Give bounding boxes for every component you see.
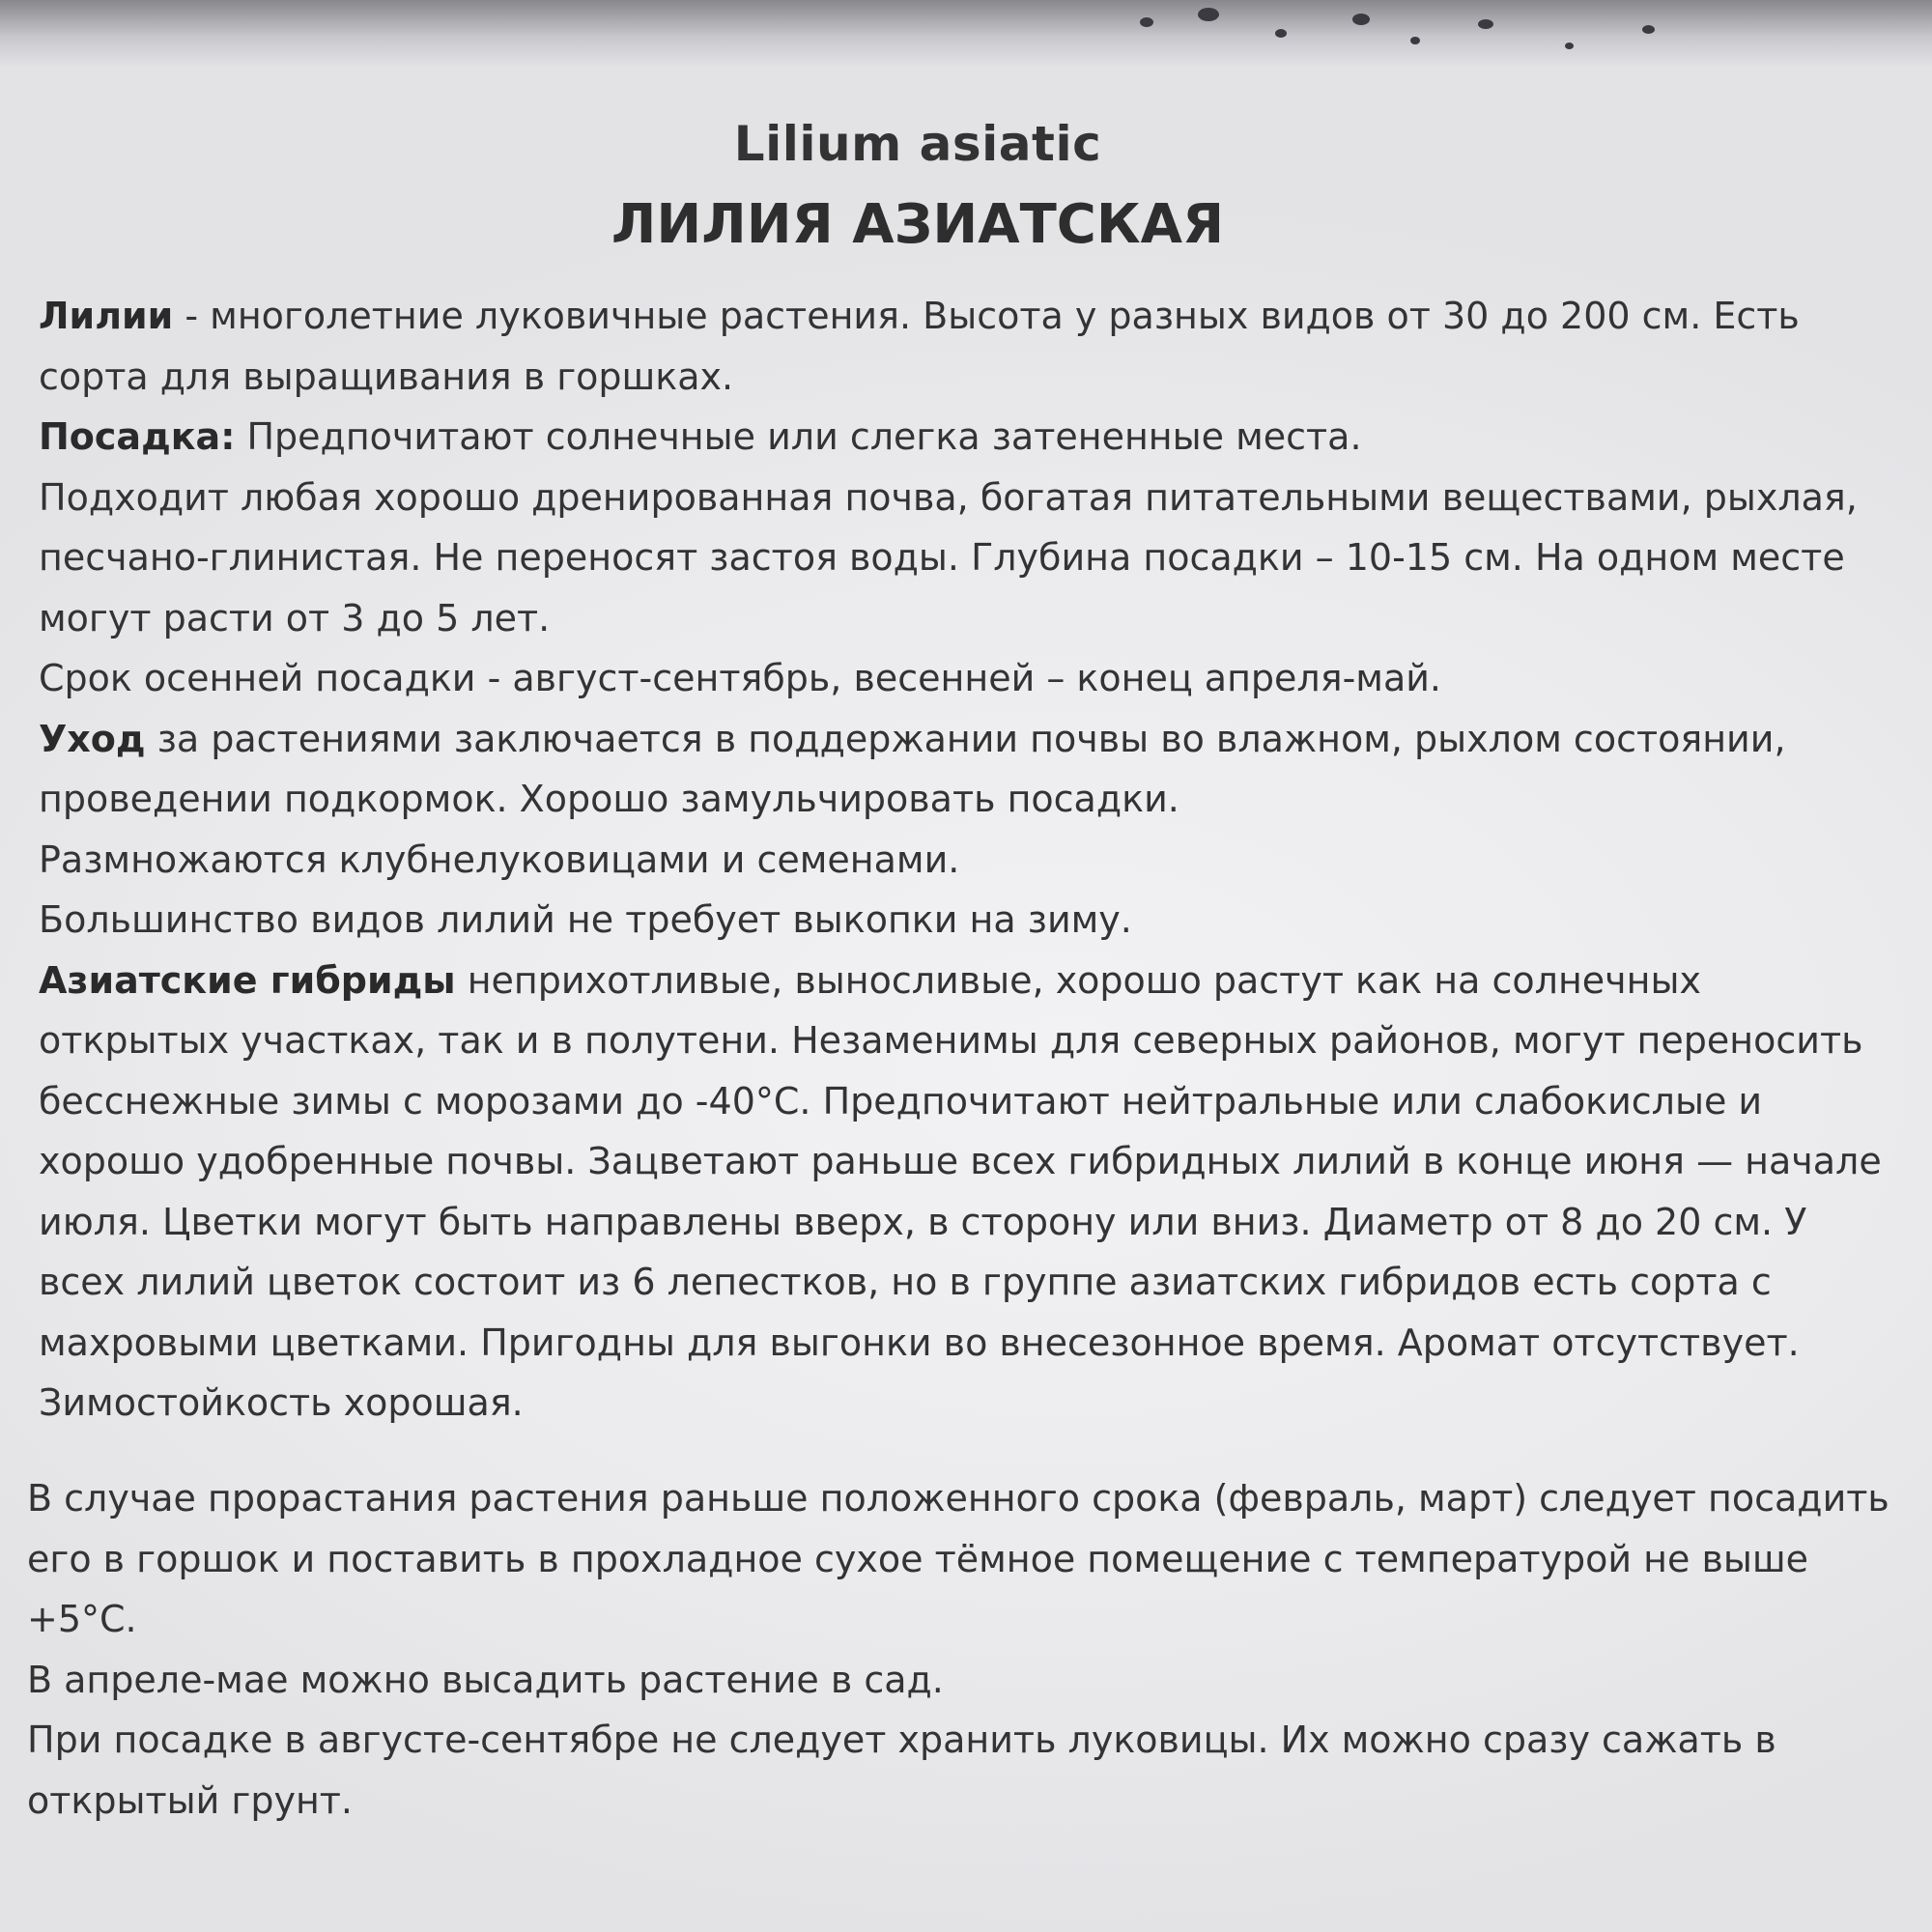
paragraph-text: Подходит любая хорошо дренированная почва, богатая питательными веществами, рыхлая, песчано-глинистая. Не переносят застоя воды. Глубина посадки – 10-15 см. На одном месте могут расти от 3 до 5 лет.: [39, 475, 1858, 639]
soil-speck: [1565, 43, 1574, 49]
paragraph: [39, 468, 1893, 649]
title-latin: Lilium asiatic: [733, 116, 1102, 172]
paragraph-bold: Лилии: [39, 295, 174, 337]
soil-strip: [0, 0, 1932, 68]
paragraph-text: Размножаются клубнелуковицами и семенами.: [39, 838, 960, 881]
description-block: [39, 286, 1893, 1434]
paragraph-bold: Посадка:: [39, 415, 236, 458]
soil-speck: [1642, 25, 1655, 34]
paragraph: [39, 709, 1893, 830]
paragraph-bold: Азиатские гибриды: [39, 958, 456, 1002]
soil-speck: [1410, 37, 1420, 44]
soil-speck: [1352, 14, 1370, 25]
paragraph-text: Большинство видов лилий не требует выкопки на зиму.: [39, 898, 1132, 941]
paragraph-text: - многолетние луковичные растения. Высота у разных видов от 30 до 200 см. Есть сорта для выращивания в горшках.: [39, 295, 1800, 398]
notes-block: [27, 1468, 1891, 1831]
paragraph: [39, 1373, 1893, 1434]
paragraph-bold: Уход: [39, 717, 146, 760]
paragraph-text: за растениями заключается в поддержании почвы во влажном, рыхлом состоянии, проведении подкормок. Хорошо замульчировать посадки.: [39, 717, 1786, 820]
paragraph: [39, 830, 1893, 891]
paragraph-text: неприхотливые, выносливые, хорошо растут как на солнечных открытых участках, так и в полутени. Незаменимы для северных районов, могут переносить бесснежные зимы с морозами до -40°С. Предпочитают нейтральные или слабокислые и хорошо удобренные почвы. Зацветают раньше всех гибридных лилий в конце июня — начале июля. Цветки могут быть направлены вверх, в сторону или вниз. Диаметр от 8 до 20 см. У всех лилий цветок состоит из 6 лепестков, но в группе азиатских гибридов есть сорта с махровыми цветками. Пригодны для выгонки во внесезонное время. Аромат отсутствует.: [39, 958, 1882, 1364]
title-russian: ЛИЛИЯ АЗИАТСКАЯ: [611, 193, 1225, 256]
soil-speck: [1140, 17, 1153, 27]
note: В случае прорастания растения раньше положенного срока (февраль, март) следует посадить его в горшок и поставить в прохладное сухое тёмное помещение с температурой не выше +5°С.: [27, 1477, 1889, 1640]
paragraph: [39, 890, 1893, 951]
soil-speck: [1275, 29, 1287, 38]
soil-speck: [1478, 19, 1493, 29]
note: При посадке в августе-сентябре не следует хранить луковицы. Их можно сразу сажать в открытый грунт.: [27, 1719, 1776, 1822]
paragraph: [39, 648, 1893, 709]
paragraph: [39, 407, 1893, 468]
paragraph: [39, 286, 1893, 407]
paragraph-text: Срок осенней посадки - август-сентябрь, весенней – конец апреля-май.: [39, 657, 1442, 699]
paragraph: [39, 951, 1893, 1374]
paragraph-text: Зимостойкость хорошая.: [39, 1381, 524, 1424]
soil-speck: [1198, 8, 1219, 21]
note: В апреле-мае можно высадить растение в сад.: [27, 1658, 944, 1701]
paragraph-text: Предпочитают солнечные или слегка затененные места.: [235, 415, 1362, 458]
